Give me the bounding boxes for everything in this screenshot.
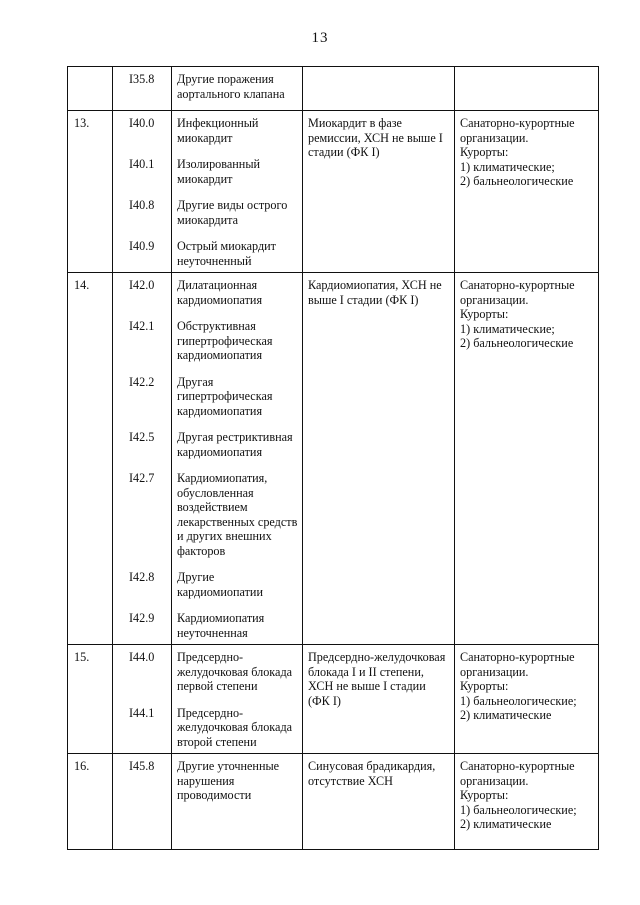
diagnosis-code: I44.0 (129, 650, 155, 664)
page-number: 13 (311, 30, 329, 46)
diagnosis-name: Предсердно- желудочковая блокада первой степени (177, 650, 293, 693)
table-row (68, 111, 599, 273)
diagnosis-name: Другая гипертрофическая кардиомиопатия (177, 374, 273, 418)
diagnosis-codes-cell (113, 645, 172, 754)
diagnosis-codes-cell (113, 111, 172, 273)
diagnosis-code: I35.8 (129, 72, 155, 86)
diagnosis-codes-cell (113, 67, 172, 111)
diagnosis-codes-cell (113, 273, 172, 645)
table-body (68, 67, 599, 850)
diagnosis-name: Другие виды острого миокардита (177, 198, 288, 227)
diagnosis-code: I40.8 (129, 198, 155, 212)
diagnosis-names-cell (172, 645, 303, 754)
diagnosis-code: I42.9 (129, 611, 155, 625)
table-row (68, 67, 599, 111)
diagnosis-codes-cell (113, 754, 172, 850)
table-row (68, 754, 599, 850)
diagnosis-code: I42.5 (129, 430, 155, 444)
diagnosis-code: I40.9 (129, 239, 155, 253)
medical-condition-cell: Миокардит в фазе ремиссии, ХСН не выше I стадии (ФК I) (303, 111, 455, 273)
diagnosis-name: Кардиомиопатия, обусловленная воздействием лекарственных средств и других внешних факторов (177, 471, 298, 558)
diagnosis-code: I42.7 (129, 471, 155, 485)
row-number: 15. (68, 645, 113, 754)
resort-organization-cell: Санаторно-курортные организации. Курорты: 1) климатические; 2) бальнеологические (455, 273, 599, 645)
diagnosis-name: Изолированный миокардит (177, 157, 261, 186)
diagnosis-name: Острый миокардит неуточненный (177, 239, 276, 268)
diagnosis-name: Другие уточненные нарушения проводимости (177, 759, 280, 802)
treatment-table (67, 66, 599, 850)
table-row (68, 273, 599, 645)
resort-organization-cell: Санаторно-курортные организации. Курорты: 1) бальнеологические; 2) климатические (455, 645, 599, 754)
resort-organization-cell (455, 67, 599, 111)
resort-organization-cell: Санаторно-курортные организации. Курорты: 1) климатические; 2) бальнеологические (455, 111, 599, 273)
medical-condition-cell: Синусовая брадикардия, отсутствие ХСН (303, 754, 455, 850)
resort-organization-cell: Санаторно-курортные организации. Курорты: 1) бальнеологические; 2) климатические (455, 754, 599, 850)
diagnosis-code: I40.1 (129, 157, 155, 171)
diagnosis-names-cell (172, 754, 303, 850)
diagnosis-name: Предсердно- желудочковая блокада второй степени (177, 705, 293, 749)
diagnosis-code: I42.1 (129, 319, 155, 333)
row-number: 16. (68, 754, 113, 850)
diagnosis-code: I40.0 (129, 116, 155, 130)
medical-condition-cell (303, 67, 455, 111)
diagnosis-name: Другие кардиомиопатии (177, 570, 263, 599)
diagnosis-name: Кардиомиопатия неуточненная (177, 611, 265, 640)
diagnosis-code: I44.1 (129, 705, 155, 720)
diagnosis-name: Обструктивная гипертрофическая кардиомиопатия (177, 319, 273, 362)
diagnosis-names-cell (172, 111, 303, 273)
diagnosis-name: Инфекционный миокардит (177, 116, 259, 145)
diagnosis-names-cell (172, 273, 303, 645)
diagnosis-code: I42.8 (129, 570, 155, 584)
row-number: 14. (68, 273, 113, 645)
diagnosis-name: Другая рестриктивная кардиомиопатия (177, 430, 293, 459)
row-number (68, 67, 113, 111)
table-row (68, 645, 599, 754)
diagnosis-name: Другие поражения аортального клапана (177, 72, 285, 101)
medical-condition-cell: Предсердно-желудочковая блокада I и II степени, ХСН не выше I стадии (ФК I) (303, 645, 455, 754)
diagnosis-names-cell (172, 67, 303, 111)
diagnosis-code: I42.2 (129, 374, 155, 389)
diagnosis-name: Дилатационная кардиомиопатия (177, 278, 263, 307)
diagnosis-code: I45.8 (129, 759, 155, 773)
diagnosis-code: I42.0 (129, 278, 155, 292)
medical-condition-cell: Кардиомиопатия, ХСН не выше I стадии (ФК I) (303, 273, 455, 645)
row-number: 13. (68, 111, 113, 273)
